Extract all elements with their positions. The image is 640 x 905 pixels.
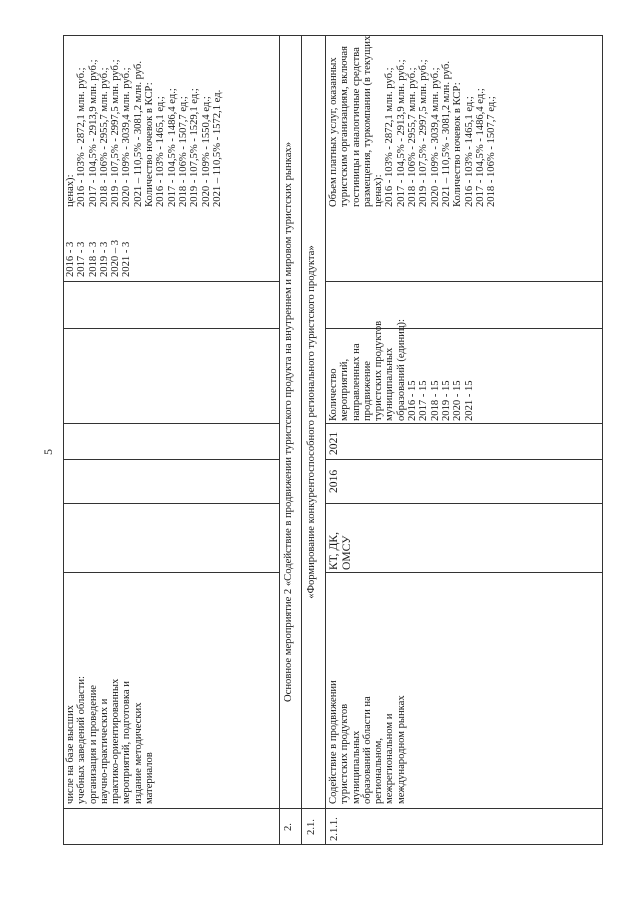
activity-indicator xyxy=(328,319,600,421)
text-line: гостиницы и аналогичные средства xyxy=(350,47,362,207)
col-border xyxy=(325,423,603,424)
col-border xyxy=(325,281,603,282)
col-border xyxy=(63,572,279,573)
text-line: туристским организациям, включая xyxy=(339,45,351,207)
col-border xyxy=(63,423,279,424)
text-line: направленных на xyxy=(350,343,362,421)
text-line: 2021 – 110,5% - 3081,2 млн. руб. xyxy=(440,61,452,207)
text-line: 2021 - 15 xyxy=(463,380,475,421)
text-line: 2016 - 3 xyxy=(65,241,76,277)
text-line: 2018 - 106% - 2955,7 млн. руб.; xyxy=(98,67,110,207)
text-line: Количество ночевок в КСР: xyxy=(452,82,464,207)
text-line: Объем платных услуг, оказанных xyxy=(328,57,339,207)
text-line: 2017 - 3 xyxy=(76,241,88,277)
text-line: межрегиональном и xyxy=(384,713,396,804)
text-line: КТ, ДК, xyxy=(327,532,340,570)
text-line: 2017 - 104,5% - 2913,9 млн. руб.; xyxy=(87,59,99,207)
text-line: числе на базе высших xyxy=(65,705,76,804)
text-line: туристских продуктов xyxy=(373,320,385,421)
text-line: ценах): xyxy=(65,174,76,207)
text-line: практико-ориентированных xyxy=(110,678,122,804)
col-border xyxy=(63,808,279,809)
text-line: 2021 – 110,5% - 1572,1 ед. xyxy=(211,89,223,207)
text-line: 2021 – 110,5% - 3081,2 млн. руб. xyxy=(132,61,144,207)
text-line: издание методических xyxy=(132,702,144,804)
text-line: ценах): xyxy=(373,174,385,207)
row-number-2: 2. xyxy=(283,823,294,831)
col-border xyxy=(63,281,279,282)
col-border xyxy=(325,808,603,809)
text-line: 2020 - 109% - 3039,4 млн. руб.; xyxy=(429,67,441,207)
col-border xyxy=(63,459,279,460)
text-line: 2020 - 109% - 1550,4 ед.; xyxy=(200,96,212,207)
text-line: образований области на xyxy=(361,696,373,804)
indicator-values xyxy=(65,217,155,277)
text-line: 2017 - 104,5% - 2913,9 млн. руб.; xyxy=(395,59,407,207)
start-year: 2016 xyxy=(327,469,340,493)
end-year: 2021 xyxy=(327,431,340,455)
text-line: размещения, туркомпании (в текущих xyxy=(361,35,373,207)
col-border xyxy=(63,503,279,504)
col-border xyxy=(325,503,603,504)
text-line: образований (единиц): xyxy=(395,319,407,421)
text-line: 2018 - 106% - 1507,7 ед.; xyxy=(177,96,189,207)
col-border xyxy=(63,844,603,845)
target-indicators xyxy=(65,37,277,207)
text-line: региональном, xyxy=(373,737,385,804)
col-border xyxy=(325,459,603,460)
text-line: Количество xyxy=(328,368,339,421)
text-line: муниципальных xyxy=(350,730,362,804)
text-line: продвижение xyxy=(361,361,373,421)
text-line: научно-практических и xyxy=(98,698,110,804)
activity-description xyxy=(65,576,277,804)
text-line: ОМСУ xyxy=(339,535,353,570)
text-line: 2020 - 15 xyxy=(452,380,464,421)
col-border xyxy=(63,328,279,329)
text-line: 2017 - 104,5% - 1486,4 ед.; xyxy=(166,88,178,207)
text-line: 2016 - 15 xyxy=(407,380,419,421)
text-line: 2018 - 15 xyxy=(429,380,441,421)
row-number-2-1: 2.1. xyxy=(306,819,317,835)
main-activity-2-title: Основное мероприятие 2 «Содействие в продвижении туристского продукта на внутреннем и мировом туристских рынках» xyxy=(283,142,294,702)
text-line: 2019 - 107,5% - 1529,1 ед.; xyxy=(189,88,201,207)
page-number: 5 xyxy=(41,449,55,455)
text-line: 2019 - 15 xyxy=(440,380,452,421)
text-line: 2016 - 103% - 1465,1 ед.; xyxy=(155,96,167,207)
text-line: мероприятий, xyxy=(339,358,351,421)
text-line: 2018 - 106% - 1507,7 ед.; xyxy=(486,96,498,207)
target-indicators xyxy=(328,37,600,207)
text-line: 2019 - 107,5% - 2997,5 млн. руб.; xyxy=(110,59,122,207)
text-line: 2020 – 3 xyxy=(110,239,122,277)
table-border-bottom xyxy=(602,35,603,845)
text-line: Количество ночевок в КСР: xyxy=(144,82,156,207)
program-table xyxy=(63,35,603,845)
text-line: мероприятий, подготовка и xyxy=(121,681,133,804)
text-line: 2017 - 15 xyxy=(418,380,430,421)
text-line: 2016 - 103% - 2872,1 млн. руб.; xyxy=(76,67,88,207)
text-line: организация и проведение xyxy=(87,685,99,804)
row-border xyxy=(325,35,326,845)
activity-description xyxy=(328,576,600,804)
text-line: 2016 - 103% - 2872,1 млн. руб.; xyxy=(384,67,396,207)
text-line: 2018 - 3 xyxy=(87,241,99,277)
text-line: международном рынках xyxy=(395,695,407,804)
text-line: Содействие в продвижении xyxy=(328,680,339,804)
text-line: материалов xyxy=(144,752,156,804)
text-line: муниципальных xyxy=(384,347,396,421)
col-border xyxy=(325,572,603,573)
text-line: 2017 - 104,5% - 1486,4 ед.; xyxy=(474,88,486,207)
row-number-2-1-1: 2.1.1. xyxy=(329,817,340,841)
text-line: учебных заведений области: xyxy=(76,676,88,804)
text-line: 2018 - 106% - 2955,7 млн. руб.; xyxy=(407,67,419,207)
text-line: 2021 - 3 xyxy=(121,241,133,277)
col-border xyxy=(63,35,603,36)
row-border xyxy=(279,35,280,845)
text-line: туристских продуктов xyxy=(339,703,351,804)
row-border xyxy=(301,35,302,845)
responsible-executors xyxy=(328,506,368,570)
text-line: 2019 - 107,5% - 2997,5 млн. руб.; xyxy=(418,59,430,207)
text-line: 2020 - 109% - 3039,4 млн. руб.; xyxy=(121,67,133,207)
text-line: 2016 - 103% - 1465,1 ед.; xyxy=(463,96,475,207)
section-2-1-title: «Формирование конкурентоспособного регионального туристского продукта» xyxy=(306,245,317,599)
table-border-top xyxy=(63,35,64,845)
text-line: 2019 - 3 xyxy=(98,241,110,277)
